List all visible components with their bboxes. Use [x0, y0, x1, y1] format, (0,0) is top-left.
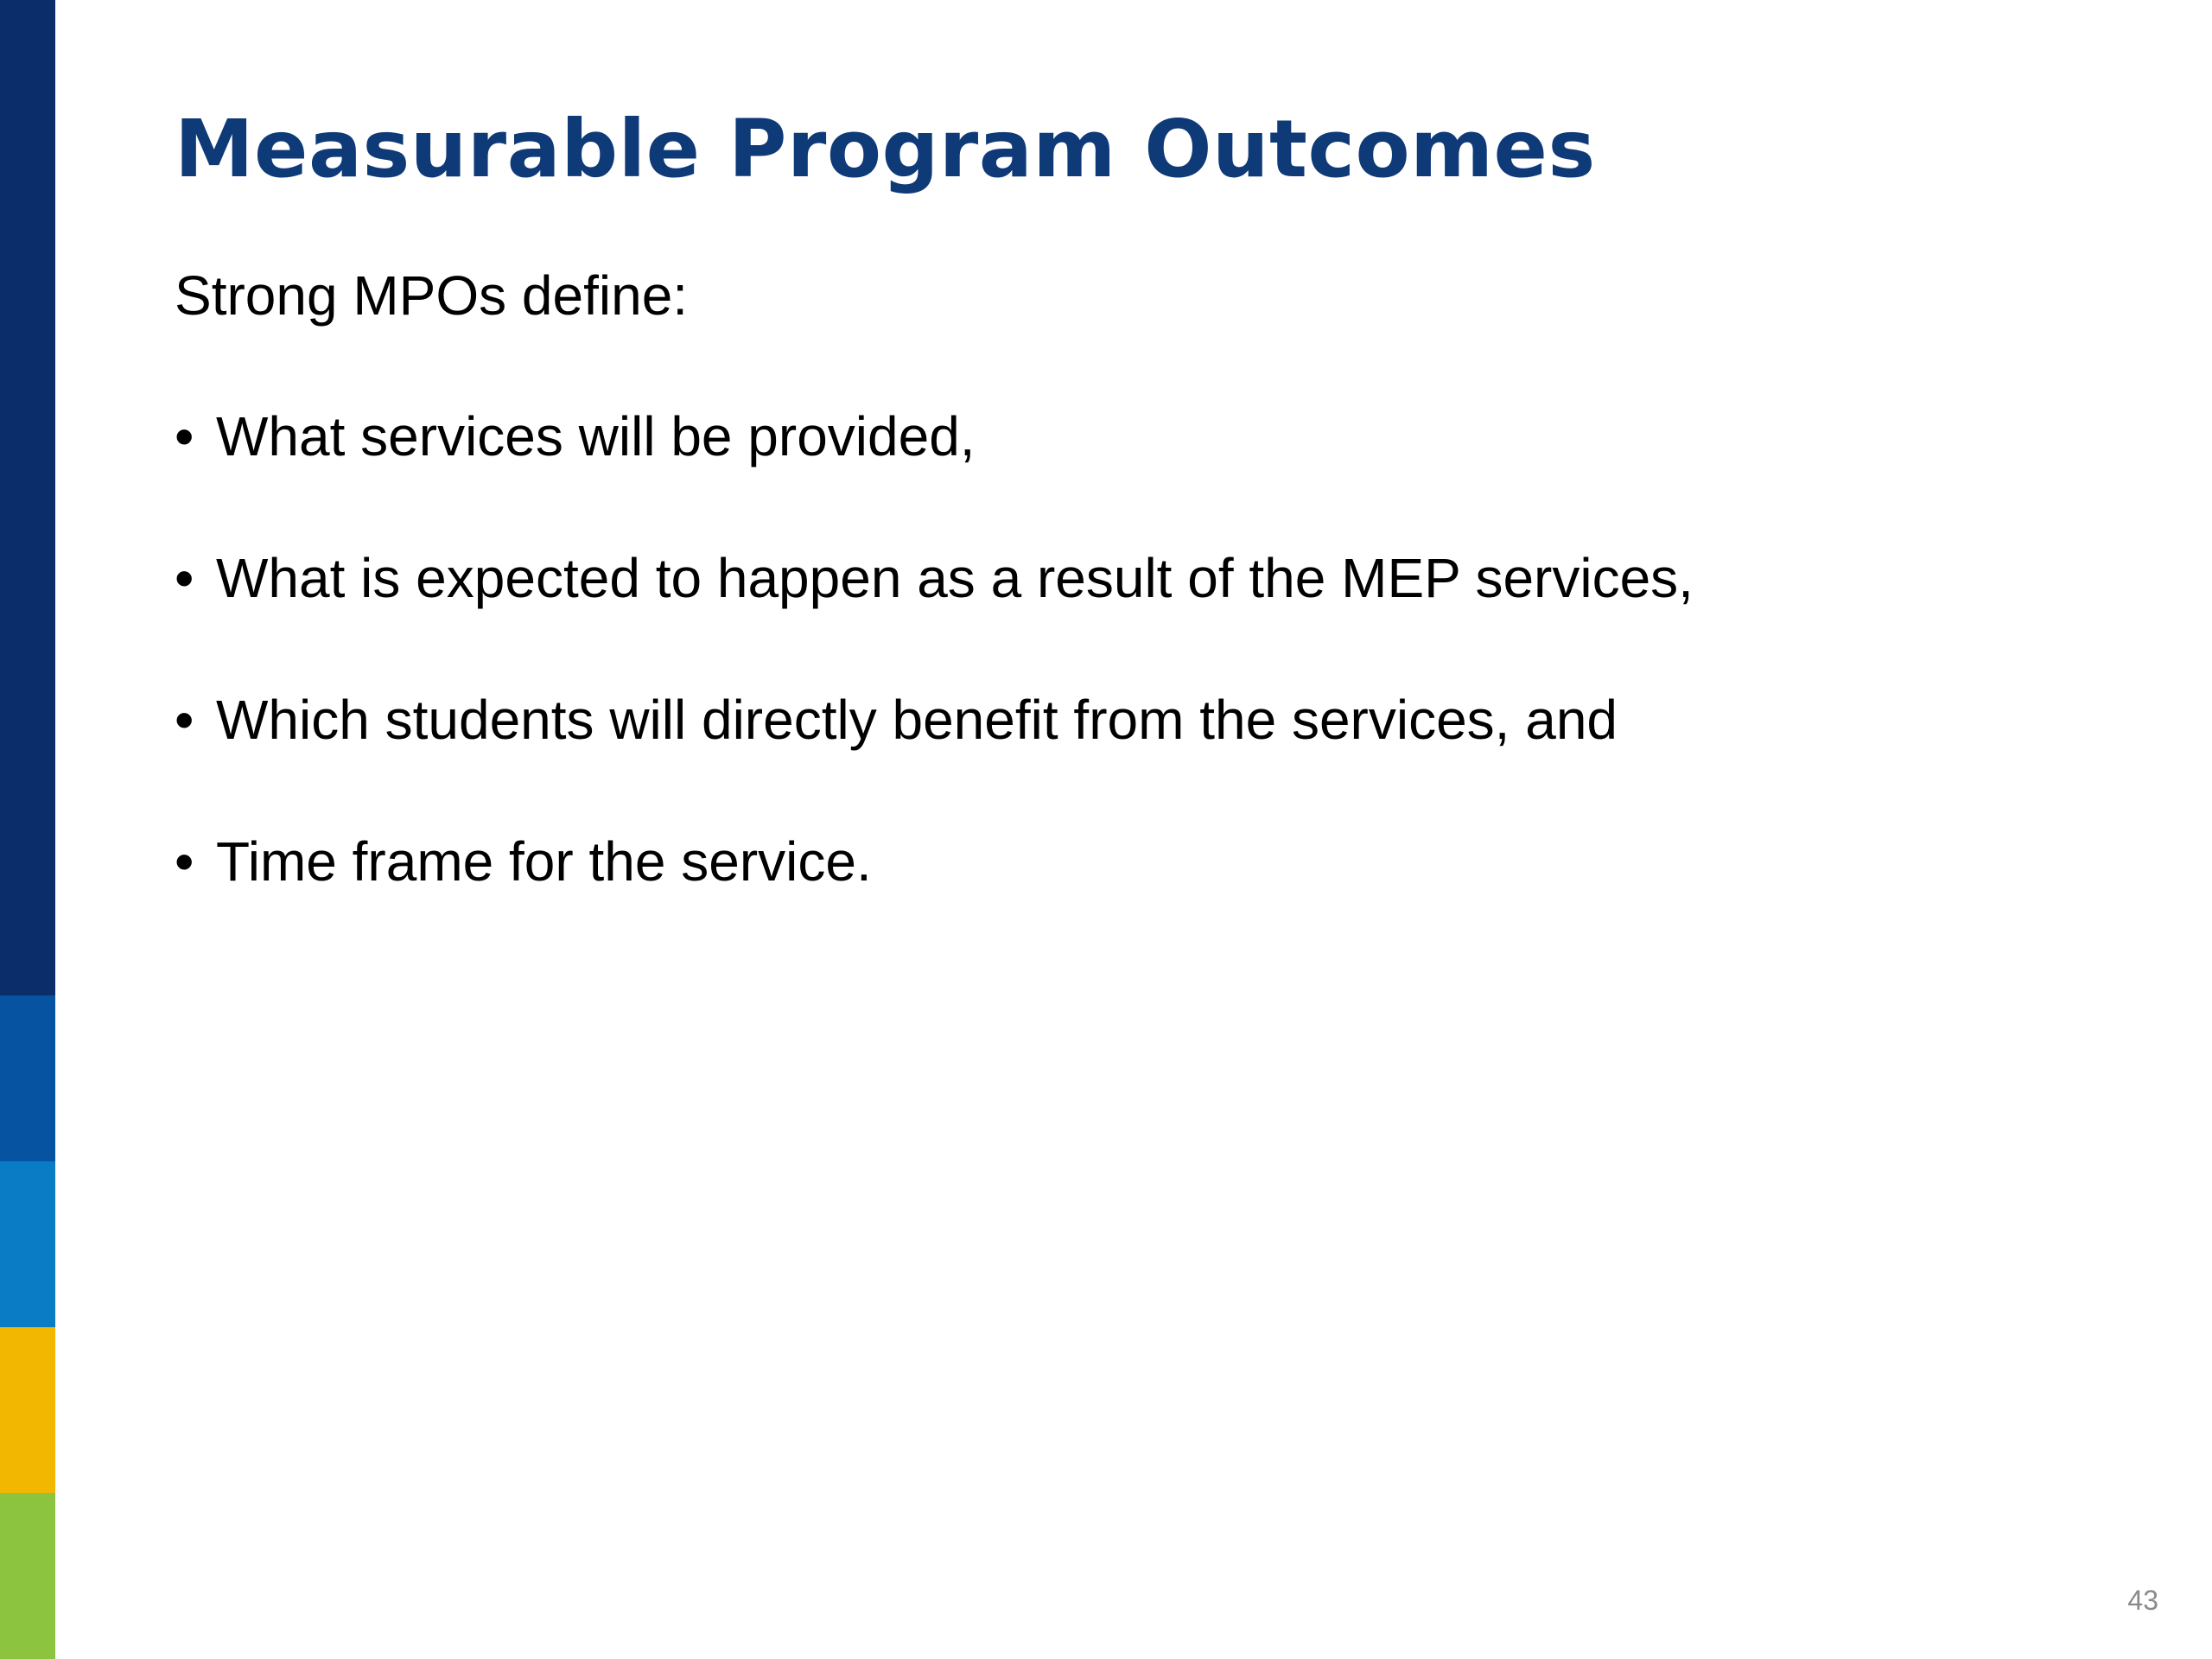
bullet-icon: • [175, 689, 194, 751]
slide-title: Measurable Program Outcomes [175, 103, 1596, 195]
bullet-item [175, 543, 1694, 685]
side-color-bar [0, 0, 55, 1659]
bullet-text: Time frame for the service. [216, 830, 872, 893]
side-bar-segment-light-blue [0, 1161, 55, 1327]
side-bar-segment-green [0, 1493, 55, 1659]
bullet-list [175, 402, 1694, 969]
side-bar-segment-navy [0, 0, 55, 995]
page-number: 43 [2127, 1585, 2158, 1616]
bullet-icon: • [175, 830, 194, 893]
side-bar-segment-yellow [0, 1327, 55, 1493]
bullet-icon: • [175, 547, 194, 609]
intro-text: Strong MPOs define: [175, 264, 689, 327]
bullet-item [175, 402, 1694, 543]
side-bar-segment-blue [0, 995, 55, 1161]
bullet-icon: • [175, 405, 194, 467]
bullet-text: What is expected to happen as a result of the MEP services, [216, 547, 1694, 609]
bullet-item [175, 827, 1694, 969]
bullet-text: Which students will directly benefit from the services, and [216, 689, 1618, 751]
bullet-text: What services will be provided, [216, 405, 976, 467]
bullet-item [175, 685, 1694, 827]
